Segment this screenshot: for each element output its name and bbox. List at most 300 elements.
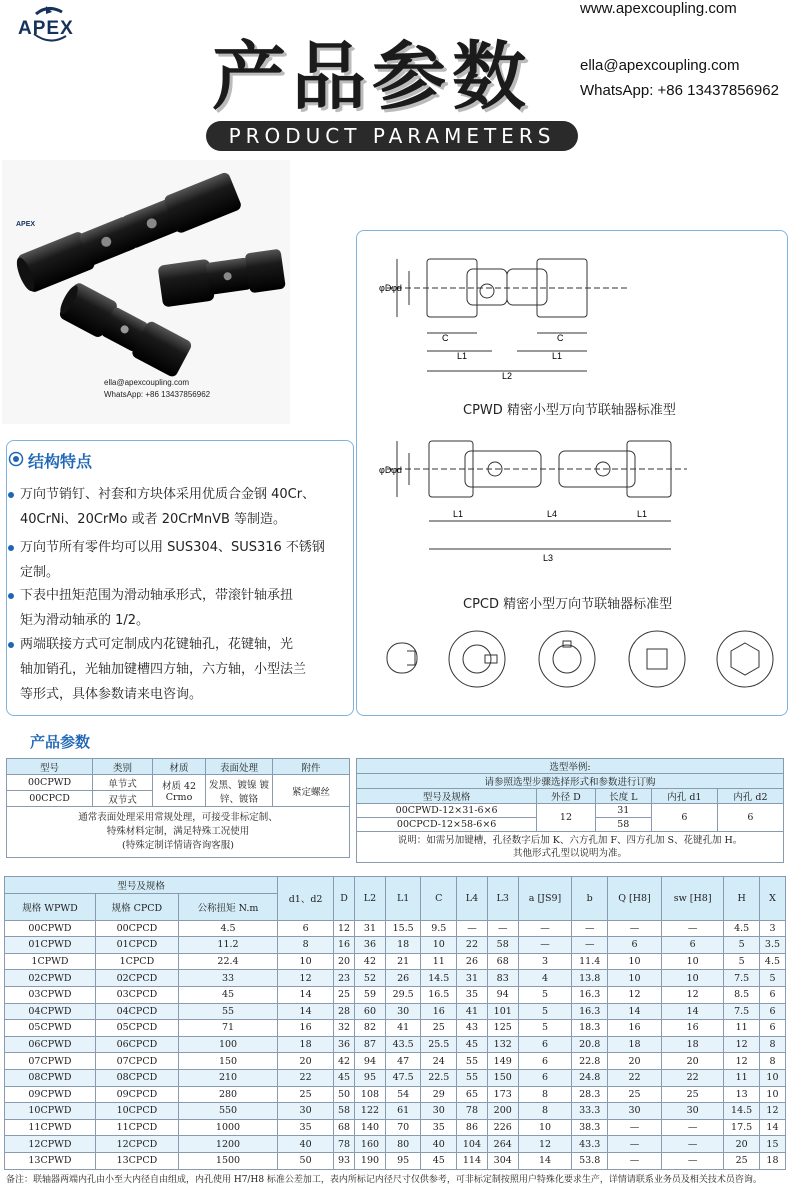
table-cell: 32 (334, 1020, 355, 1037)
table-cell: — (661, 1119, 723, 1136)
cpcd-caption: CPCD 精密小型万向节联轴器标准型 (463, 597, 673, 612)
table-cell: 25 (661, 1086, 723, 1103)
table-cell: 11.2 (178, 937, 277, 954)
params-heading: 产品参数 (30, 733, 91, 751)
table-cell: 68 (487, 953, 518, 970)
dim-L1-right: L1 (552, 351, 563, 361)
table-cell: 25 (608, 1086, 662, 1103)
table-cell: 06CPWD (5, 1036, 96, 1053)
dim-L1-3: L1 (637, 509, 648, 519)
table-cell: 160 (355, 1136, 386, 1153)
table-cell: 6 (278, 920, 334, 937)
spec-col-header: L3 (487, 877, 518, 921)
table-cell: 10 (518, 1119, 572, 1136)
table-cell: 16 (608, 1020, 662, 1037)
feature-item-4 (20, 632, 336, 707)
table-cell: 94 (487, 986, 518, 1003)
drawings-panel (356, 230, 788, 716)
dim-d-2: φd (391, 465, 402, 475)
table-cell: 22 (608, 1069, 662, 1086)
table-cell: 28.3 (572, 1086, 608, 1103)
spec-sub-header: 规格 WPWD (5, 893, 96, 920)
table-cell: 3.5 (759, 937, 785, 954)
table-cell: 13.8 (572, 970, 608, 987)
example-note: 说明：如需另加键槽，孔径数字后加 K、六方孔加 F、四方孔加 S、花键孔加 H。 (397, 835, 743, 846)
table-cell: 42 (334, 1053, 355, 1070)
table-cell: 20.8 (572, 1036, 608, 1053)
table-cell: 18 (661, 1036, 723, 1053)
table-cell: 11 (724, 1069, 760, 1086)
table-cell: 40 (421, 1136, 457, 1153)
table-cell: 50 (334, 1086, 355, 1103)
table-cell: 149 (487, 1053, 518, 1070)
table-cell: 22 (457, 937, 488, 954)
table-cell: 43.3 (572, 1136, 608, 1153)
table-cell: 43.5 (385, 1036, 421, 1053)
table-cell: 45 (334, 1069, 355, 1086)
table-cell: 12 (518, 1136, 572, 1153)
feature-line: 等形式，具体参数请来电咨询。 (20, 687, 203, 702)
table-cell: 86 (457, 1119, 488, 1136)
table-cell: 304 (487, 1152, 518, 1169)
table-cell: 13 (724, 1086, 760, 1103)
table-cell: 16.5 (421, 986, 457, 1003)
table-cell: 00CPWD (5, 920, 96, 937)
table-cell: 36 (334, 1036, 355, 1053)
table-cell: 7.5 (724, 970, 760, 987)
table-cell: 14 (759, 1119, 785, 1136)
table-row (5, 970, 786, 987)
example-col-header: 型号及规格 (357, 789, 537, 804)
table-cell: — (608, 1119, 662, 1136)
example-d2: 6 (717, 804, 783, 832)
type-col-header: 型号 (7, 759, 93, 775)
table-cell: 15 (759, 1136, 785, 1153)
table-cell: 100 (178, 1036, 277, 1053)
table-cell: 114 (457, 1152, 488, 1169)
table-cell: 45 (178, 986, 277, 1003)
table-cell: 16 (421, 1003, 457, 1020)
table-cell: 58 (487, 937, 518, 954)
table-cell: 17.5 (724, 1119, 760, 1136)
table-cell: 16.3 (572, 1003, 608, 1020)
table-cell: 4.5 (178, 920, 277, 937)
table-cell: 6 (759, 986, 785, 1003)
table-cell: 25 (334, 986, 355, 1003)
table-cell: 87 (355, 1036, 386, 1053)
table-cell: 11.4 (572, 953, 608, 970)
table-cell: — (661, 1152, 723, 1169)
table-cell: 7.5 (724, 1003, 760, 1020)
table-cell: 03CPWD (5, 986, 96, 1003)
table-cell: 150 (178, 1053, 277, 1070)
dim-L1: L1 (457, 351, 468, 361)
photo-email: ella@apexcoupling.com (104, 378, 190, 387)
spec-sub-header: 规格 CPCD (95, 893, 178, 920)
table-cell: 6 (759, 1020, 785, 1037)
table-cell: 61 (385, 1103, 421, 1120)
table-cell: 10 (278, 953, 334, 970)
table-cell: 13CPWD (5, 1152, 96, 1169)
table-cell: — (518, 920, 572, 937)
table-cell: 36 (355, 937, 386, 954)
table-cell: 02CPWD (5, 970, 96, 987)
table-cell: 38.3 (572, 1119, 608, 1136)
contact-email: ella@apexcoupling.com (580, 57, 740, 74)
example-subtitle: 请参照选型步骤选择形式和参数进行订购 (357, 774, 784, 789)
table-cell: 05CPCD (95, 1020, 178, 1037)
table-cell: 07CPCD (95, 1053, 178, 1070)
table-cell: 55 (457, 1069, 488, 1086)
table-cell: 11CPWD (5, 1119, 96, 1136)
table-cell: 20 (608, 1053, 662, 1070)
table-cell: 45 (421, 1152, 457, 1169)
table-row (5, 1119, 786, 1136)
table-cell: 12 (278, 970, 334, 987)
table-cell: 1000 (178, 1119, 277, 1136)
type-accessory: 紧定螺丝 (273, 775, 350, 807)
spec-col-header: b (572, 877, 608, 921)
table-cell: 226 (487, 1119, 518, 1136)
table-cell: 16 (278, 1020, 334, 1037)
table-cell: 93 (334, 1152, 355, 1169)
table-cell: 54 (385, 1086, 421, 1103)
page-subtitle: PRODUCT PARAMETERS (206, 121, 578, 151)
table-cell: 10 (661, 970, 723, 987)
type-model: 00CPCD (7, 791, 93, 807)
feature-line: 轴加销孔，光轴加键槽四方轴，六方轴，小型法兰 (20, 662, 307, 677)
contact-whatsapp: WhatsApp: +86 13437856962 (580, 82, 779, 99)
table-cell: 65 (457, 1086, 488, 1103)
example-model: 00CPCD-12×58-6×6 (357, 818, 537, 832)
type-col-header: 附件 (273, 759, 350, 775)
table-cell: 31 (355, 920, 386, 937)
table-cell: 6 (608, 937, 662, 954)
type-surface: 发黑、镀镍 镀锌、镀铬 (206, 775, 273, 807)
table-row (5, 1069, 786, 1086)
table-cell: 02CPCD (95, 970, 178, 987)
spec-col-header: C (421, 877, 457, 921)
table-cell: 14 (608, 1003, 662, 1020)
table-cell: 04CPCD (95, 1003, 178, 1020)
table-cell: 8.5 (724, 986, 760, 1003)
table-cell: 8 (518, 1103, 572, 1120)
table-cell: 70 (385, 1119, 421, 1136)
table-cell: 5 (724, 953, 760, 970)
table-cell: — (518, 937, 572, 954)
table-cell: 10 (421, 937, 457, 954)
table-cell: 83 (487, 970, 518, 987)
table-row (5, 937, 786, 954)
table-cell: 24 (421, 1053, 457, 1070)
table-row (5, 1136, 786, 1153)
table-cell: 41 (457, 1003, 488, 1020)
table-cell: 20 (278, 1053, 334, 1070)
table-cell: 16 (661, 1020, 723, 1037)
table-cell: 190 (355, 1152, 386, 1169)
table-row (5, 986, 786, 1003)
table-cell: 52 (355, 970, 386, 987)
table-row (5, 953, 786, 970)
table-cell: 3 (518, 953, 572, 970)
table-cell: 15.5 (385, 920, 421, 937)
table-cell: 18 (278, 1036, 334, 1053)
table-cell: 9.5 (421, 920, 457, 937)
table-cell: 35 (278, 1119, 334, 1136)
table-cell: 06CPCD (95, 1036, 178, 1053)
table-cell: 104 (457, 1136, 488, 1153)
table-cell: — (487, 920, 518, 937)
table-cell: 03CPCD (95, 986, 178, 1003)
table-cell: 12 (759, 1103, 785, 1120)
table-cell: — (661, 920, 723, 937)
table-cell: — (661, 1136, 723, 1153)
table-cell: 8 (759, 1053, 785, 1070)
table-cell: 6 (661, 937, 723, 954)
feature-line: 矩为滑动轴承的 1/2。 (20, 613, 150, 628)
table-cell: 05CPWD (5, 1020, 96, 1037)
spec-col-header: X (759, 877, 785, 921)
photo-watermark: APEX (16, 221, 36, 228)
table-cell: 29.5 (385, 986, 421, 1003)
logo-text: APEX (18, 18, 74, 39)
table-cell: 55 (178, 1003, 277, 1020)
table-row (5, 1152, 786, 1169)
table-cell: 1500 (178, 1152, 277, 1169)
feature-item-1 (20, 482, 336, 532)
table-cell: 18.3 (572, 1020, 608, 1037)
table-cell: 10 (608, 970, 662, 987)
table-cell: 14 (278, 986, 334, 1003)
dim-d: φd (391, 283, 402, 293)
feature-item-2 (20, 535, 336, 585)
table-cell: 12CPWD (5, 1136, 96, 1153)
table-cell: 22 (278, 1069, 334, 1086)
spec-col-header: d1、d2 (278, 877, 334, 921)
table-cell: 4.5 (724, 920, 760, 937)
table-cell: 58 (334, 1103, 355, 1120)
table-cell: 40 (278, 1136, 334, 1153)
example-col-header: 内孔 d1 (651, 789, 717, 804)
table-cell: 47 (385, 1053, 421, 1070)
table-cell: 10CPWD (5, 1103, 96, 1120)
table-cell: 35 (457, 986, 488, 1003)
table-cell: 30 (278, 1103, 334, 1120)
spec-col-header: sw [H8] (661, 877, 723, 921)
dim-L4: L4 (547, 509, 558, 519)
table-cell: 30 (421, 1103, 457, 1120)
table-cell: 95 (385, 1152, 421, 1169)
table-cell: 6 (518, 1053, 572, 1070)
spec-col-header: L1 (385, 877, 421, 921)
table-cell: 42 (355, 953, 386, 970)
feature-line: 两端联接方式可定制成内花键轴孔，花键轴，光 (20, 637, 294, 652)
table-cell: — (608, 1152, 662, 1169)
table-row (5, 1103, 786, 1120)
table-cell: 122 (355, 1103, 386, 1120)
table-cell: 8 (518, 1086, 572, 1103)
table-cell: 59 (355, 986, 386, 1003)
table-cell: 10 (759, 1086, 785, 1103)
table-cell: 21 (385, 953, 421, 970)
table-cell: 53.8 (572, 1152, 608, 1169)
type-kind: 单节式 (93, 775, 153, 791)
table-cell: 10 (661, 953, 723, 970)
table-cell: 07CPWD (5, 1053, 96, 1070)
type-table (6, 758, 350, 858)
table-cell: 22.8 (572, 1053, 608, 1070)
example-col-header: 内孔 d2 (717, 789, 783, 804)
table-cell: 108 (355, 1086, 386, 1103)
table-cell: 00CPCD (95, 920, 178, 937)
table-cell: 41 (385, 1020, 421, 1037)
table-cell: 6 (518, 1069, 572, 1086)
type-note: 特殊材料定制，满足特殊工况使用 (106, 826, 250, 837)
table-cell: 5 (518, 986, 572, 1003)
spec-sub-header: 公称扭矩 N.m (178, 893, 277, 920)
table-row (5, 1020, 786, 1037)
features-heading: 结构特点 (28, 452, 93, 471)
table-cell: 5 (518, 1003, 572, 1020)
spec-col-header: H (724, 877, 760, 921)
dim-D: φD (379, 283, 392, 293)
table-cell: 12 (608, 986, 662, 1003)
type-col-header: 材质 (153, 759, 206, 775)
photo-whatsapp: WhatsApp: +86 13437856962 (104, 390, 211, 399)
spec-col-header: a [JS9] (518, 877, 572, 921)
table-cell: 01CPWD (5, 937, 96, 954)
table-cell: 26 (457, 953, 488, 970)
table-cell: 11 (724, 1020, 760, 1037)
example-col-header: 长度 L (595, 789, 651, 804)
table-cell: 01CPCD (95, 937, 178, 954)
table-cell: 6 (518, 1036, 572, 1053)
feature-line: 40CrNi、20CrMo 或者 20CrMnVB 等制造。 (20, 512, 287, 527)
table-cell: 25.5 (421, 1036, 457, 1053)
table-cell: — (608, 920, 662, 937)
feature-line: 下表中扭矩范围为滑动轴承形式，带滚针轴承扭 (20, 588, 294, 603)
example-L: 58 (595, 818, 651, 832)
table-cell: 60 (355, 1003, 386, 1020)
type-col-header: 类别 (93, 759, 153, 775)
type-col-header: 表面处理 (206, 759, 273, 775)
dim-D-2: φD (379, 465, 392, 475)
spec-col-header: D (334, 877, 355, 921)
table-cell: 78 (334, 1136, 355, 1153)
table-cell: 14 (278, 1003, 334, 1020)
table-cell: 35 (421, 1119, 457, 1136)
table-row (5, 1086, 786, 1103)
dim-C: C (442, 333, 449, 343)
example-note: 其他形式孔型以说明为准。 (512, 848, 627, 859)
table-cell: 33.3 (572, 1103, 608, 1120)
table-cell: 22.4 (178, 953, 277, 970)
dim-L1-2: L1 (453, 509, 464, 519)
dim-L2: L2 (502, 371, 513, 381)
table-cell: 94 (355, 1053, 386, 1070)
table-cell: 04CPWD (5, 1003, 96, 1020)
example-col-header: 外径 D (537, 789, 595, 804)
table-cell: 20 (661, 1053, 723, 1070)
feature-item-3 (20, 583, 336, 633)
example-D: 12 (537, 804, 595, 832)
table-cell: 150 (487, 1069, 518, 1086)
table-row (5, 1036, 786, 1053)
table-cell: 20 (334, 953, 355, 970)
table-cell: 22.5 (421, 1069, 457, 1086)
table-cell: 13CPCD (95, 1152, 178, 1169)
type-material: 材质 42 Crmo (153, 775, 206, 807)
table-cell: 09CPCD (95, 1086, 178, 1103)
example-model: 00CPWD-12×31-6×6 (357, 804, 537, 818)
table-cell: 8 (759, 1036, 785, 1053)
table-cell: 25 (278, 1086, 334, 1103)
table-cell: 24.8 (572, 1069, 608, 1086)
table-cell: 125 (487, 1020, 518, 1037)
table-cell: 11CPCD (95, 1119, 178, 1136)
table-cell: 101 (487, 1003, 518, 1020)
spec-col-header: Q [H8] (608, 877, 662, 921)
table-cell: 23 (334, 970, 355, 987)
table-cell: 20 (724, 1136, 760, 1153)
type-note: 通常表面处理采用常规处理，可接受非标定制、 (78, 812, 278, 823)
table-cell: 71 (178, 1020, 277, 1037)
example-title: 选型举例: (357, 759, 784, 774)
spec-group-header: 型号及规格 (5, 877, 278, 894)
table-cell: 280 (178, 1086, 277, 1103)
table-cell: 200 (487, 1103, 518, 1120)
table-cell: 95 (355, 1069, 386, 1086)
table-cell: 14 (661, 1003, 723, 1020)
table-cell: 550 (178, 1103, 277, 1120)
feature-line: 定制。 (20, 565, 60, 580)
table-cell: 09CPWD (5, 1086, 96, 1103)
table-cell: 16 (334, 937, 355, 954)
table-row (5, 1003, 786, 1020)
table-cell: 30 (661, 1103, 723, 1120)
table-cell: 45 (457, 1036, 488, 1053)
table-cell: 1200 (178, 1136, 277, 1153)
table-cell: 22 (661, 1069, 723, 1086)
table-cell: 12 (724, 1036, 760, 1053)
table-cell: 78 (457, 1103, 488, 1120)
example-table (356, 758, 784, 863)
table-cell: 11 (421, 953, 457, 970)
table-cell: 173 (487, 1086, 518, 1103)
feature-line: 万向节所有零件均可以用 SUS304、SUS316 不锈钢 (20, 540, 325, 555)
spec-col-header: L2 (355, 877, 386, 921)
table-cell: 33 (178, 970, 277, 987)
table-cell: 31 (457, 970, 488, 987)
table-cell: 26 (385, 970, 421, 987)
table-cell: 25 (724, 1152, 760, 1169)
cpwd-caption: CPWD 精密小型万向节联轴器标准型 (463, 403, 676, 418)
table-cell: 43 (457, 1020, 488, 1037)
table-cell: 12 (334, 920, 355, 937)
table-cell: 264 (487, 1136, 518, 1153)
table-cell: 29 (421, 1086, 457, 1103)
example-L: 31 (595, 804, 651, 818)
table-cell: 30 (385, 1003, 421, 1020)
target-icon (8, 451, 24, 471)
table-cell: 3 (759, 920, 785, 937)
example-d1: 6 (651, 804, 717, 832)
dim-L3: L3 (543, 553, 554, 563)
table-cell: 14.5 (724, 1103, 760, 1120)
table-cell: 16.3 (572, 986, 608, 1003)
feature-line: 万向节销钉、衬套和方块体采用优质合金钢 40Cr、 (20, 487, 316, 502)
table-cell: 8 (278, 937, 334, 954)
